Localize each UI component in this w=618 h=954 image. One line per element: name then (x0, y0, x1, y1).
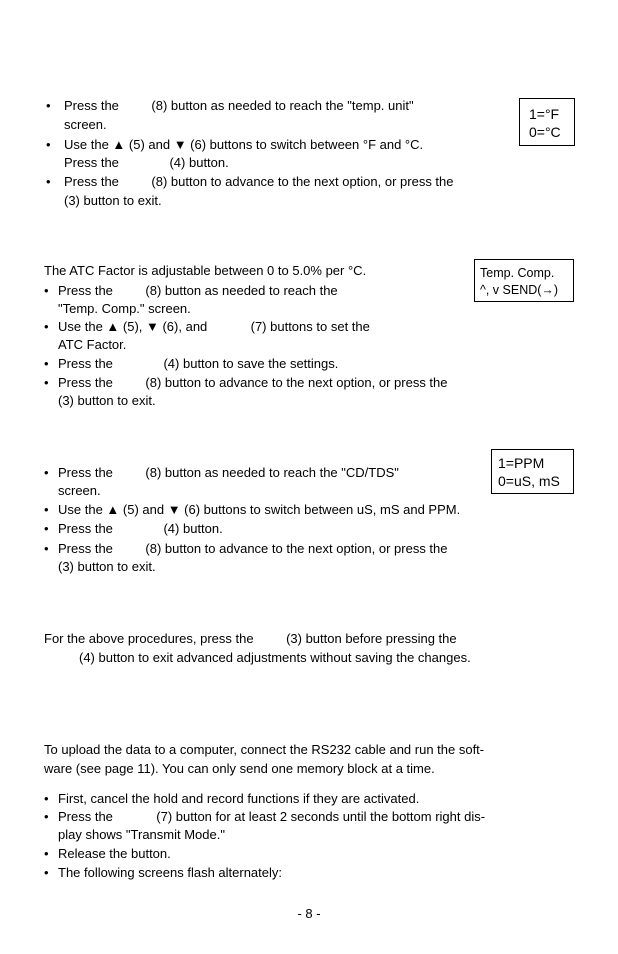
display-line: 1=°F (529, 106, 560, 122)
intro-text: To upload the data to a computer, connect the RS232 cable and run the soft- (44, 742, 485, 757)
bullet: • (44, 541, 49, 556)
note-text: (4) button to exit advanced adjustments without saving the changes. (79, 650, 471, 665)
lcd-display-temp-unit (519, 98, 575, 146)
step-text: Use the ▲ (5), ▼ (6), and (7) buttons to set the (58, 319, 370, 334)
bullet: • (44, 865, 49, 880)
display-line: 1=PPM (498, 455, 545, 471)
bullet: • (44, 846, 49, 861)
step-text: Press the (8) button to advance to the next option, or press the (58, 375, 448, 390)
step-text: ATC Factor. (58, 337, 127, 352)
bullet: • (44, 319, 49, 334)
display-line: ^, v SEND(→) (480, 283, 559, 297)
intro-text: ware (see page 11). You can only send one memory block at a time. (44, 761, 435, 776)
step-text: Press the (8) button to advance to the next option, or press the (58, 541, 448, 556)
step-text: Use the ▲ (5) and ▼ (6) buttons to switch between °F and °C. (64, 137, 424, 152)
step-text: (3) button to exit. (58, 559, 156, 574)
step-text: screen. (58, 483, 101, 498)
bullet: • (44, 502, 49, 517)
step-text: (3) button to exit. (58, 393, 156, 408)
bullet: • (44, 375, 49, 390)
step-text: (3) button to exit. (64, 193, 162, 208)
bullet: • (46, 98, 51, 113)
step-text: play shows "Transmit Mode." (58, 827, 225, 842)
step-text: Press the (7) button for at least 2 seconds until the bottom right dis- (58, 809, 486, 824)
step-text: First, cancel the hold and record functions if they are activated. (58, 791, 420, 806)
step-text: Press the (8) button as needed to reach the "temp. unit" (64, 98, 414, 113)
lcd-display-temp-comp (474, 259, 574, 302)
bullet: • (44, 791, 49, 806)
page-number: - 8 - (297, 906, 321, 921)
bullet: • (44, 809, 49, 824)
step-text: Press the (4) button. (58, 521, 223, 536)
step-text: "Temp. Comp." screen. (58, 301, 191, 316)
step-text: Use the ▲ (5) and ▼ (6) buttons to switch between uS, mS and PPM. (58, 502, 461, 517)
bullet: • (44, 521, 49, 536)
bullet: • (44, 356, 49, 371)
step-text: Press the (8) button as needed to reach the "CD/TDS" (58, 465, 399, 480)
step-text: Press the (4) button to save the settings. (58, 356, 339, 371)
step-text: screen. (64, 117, 107, 132)
lcd-display-cd-tds (491, 449, 574, 494)
note-text: For the above procedures, press the (3) button before pressing the (44, 631, 457, 646)
bullet: • (46, 137, 51, 152)
bullet: • (44, 465, 49, 480)
display-line: 0=°C (529, 124, 561, 140)
step-text: Press the (8) button as needed to reach the (58, 283, 338, 298)
bullet: • (46, 174, 51, 189)
display-line: Temp. Comp. (480, 266, 555, 280)
step-text: The following screens flash alternately: (58, 865, 283, 880)
display-line: 0=uS, mS (498, 473, 560, 489)
step-text: Press the (4) button. (64, 155, 229, 170)
intro-text: The ATC Factor is adjustable between 0 to 5.0% per °C. (44, 263, 367, 278)
step-text: Press the (8) button to advance to the next option, or press the (64, 174, 454, 189)
bullet: • (44, 283, 49, 298)
step-text: Release the button. (58, 846, 171, 861)
